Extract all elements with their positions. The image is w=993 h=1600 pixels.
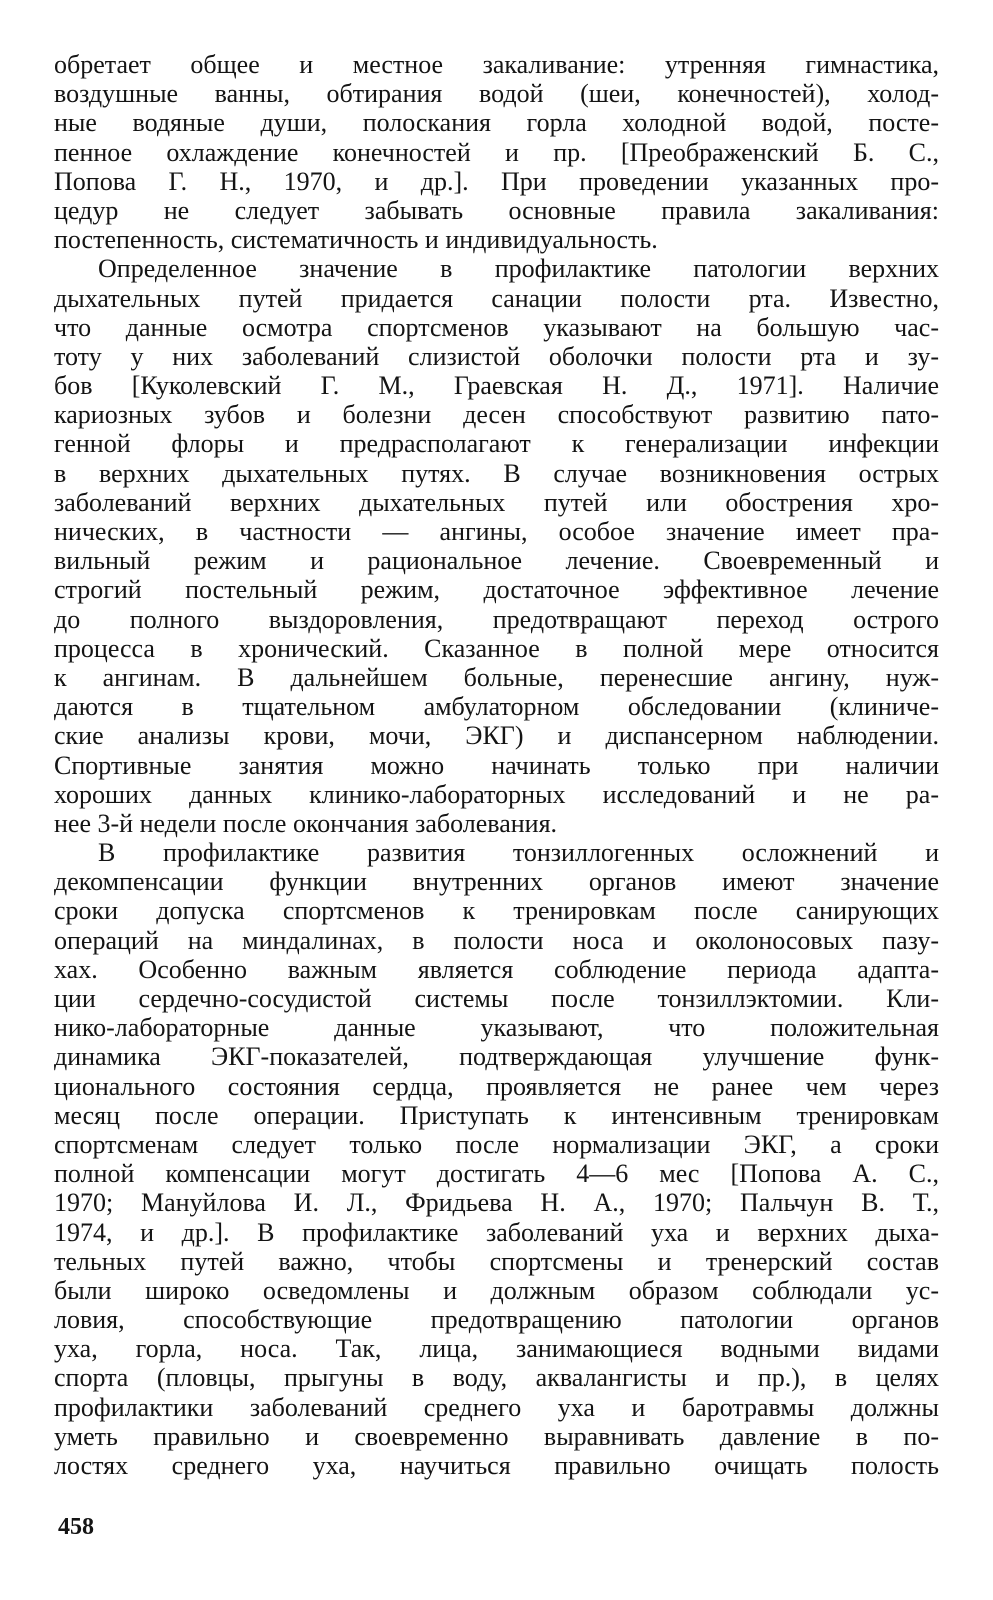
text-line: в верхних дыхательных путях. В случае возникновения острых [54,458,939,488]
text-line: вильный режим и рациональное лечение. Своевременный и [54,546,939,576]
text-line: ные водяные души, полоскания горла холодной водой, посте- [54,108,939,138]
text-line: были широко осведомлены и должным образом соблюдали ус- [54,1275,939,1305]
text-line: что данные осмотра спортсменов указывают на большую час- [54,312,939,342]
text-line: тельных путей важно, чтобы спортсмены и тренерский состав [54,1246,939,1276]
text-line: дыхательных путей придается санации полости рта. Известно, [54,283,939,313]
text-line: полной компенсации могут достигать 4—6 мес [Попова А. С., [54,1159,939,1189]
text-line: ционального состояния сердца, проявляется не ранее чем через [54,1071,939,1101]
text-line: спортсменам следует только после нормализации ЭКГ, а сроки [54,1129,939,1159]
page-number: 458 [58,1514,94,1540]
text-line: нических, в частности — ангины, особое значение имеет пра- [54,517,939,546]
text-line: хороших данных клинико-лабораторных исследований и не ра- [54,779,939,809]
text-line: процесса в хронический. Сказанное в полной мере относится [54,633,939,663]
text-line: профилактики заболеваний среднего уха и баротравмы должны [54,1392,939,1422]
text-line: Попова Г. Н., 1970, и др.]. При проведении указанных про- [54,166,939,196]
paragraph [54,50,939,254]
text-line: нее 3-й недели после окончания заболевания. [54,808,558,838]
text-line: сроки допуска спортсменов к тренировкам после санирующих [54,896,939,926]
text-line: кариозных зубов и болезни десен способствуют развитию пато- [54,400,939,430]
text-line: бов [Куколевский Г. М., Граевская Н. Д., 1971]. Наличие [54,371,939,401]
text-line: заболеваний верхних дыхательных путей или обострения хро- [54,487,939,517]
text-line: постепенность, систематичность и индивидуальность. [54,225,658,255]
text-line: обретает общее и местное закаливание: утренняя гимнастика, [54,50,939,79]
text-line: 1974, и др.]. В профилактике заболеваний уха и верхних дыха- [54,1217,939,1247]
paragraph [54,838,939,1480]
text-line: тоту у них заболеваний слизистой оболочки полости рта и зу- [54,341,939,371]
text-line: лостях среднего уха, научиться правильно очищать полость [54,1451,939,1480]
text-line: месяц после операции. Приступать к интенсивным тренировкам [54,1100,939,1130]
text-line: строгий постельный режим, достаточное эффективное лечение [54,575,939,605]
paragraph [54,254,939,838]
text-line: ловия, способствующие предотвращению патологии органов [54,1305,939,1335]
text-line: операций на миндалинах, в полости носа и околоносовых пазу- [54,925,939,955]
text-line: цедур не следует забывать основные правила закаливания: [54,195,939,225]
text-line: ции сердечно-сосудистой системы после тонзиллэктомии. Кли- [54,984,939,1013]
text-line: до полного выздоровления, предотвращают переход острого [54,604,939,634]
text-line: нико-лабораторные данные указывают, что положительная [54,1013,939,1043]
text-line: Спортивные занятия можно начинать только при наличии [54,750,939,780]
text-line: ские анализы крови, мочи, ЭКГ) и диспансерном наблюдении. [54,721,939,751]
text-line: спорта (пловцы, прыгуны в воду, аквалангисты и пр.), в целях [54,1363,939,1393]
text-line: декомпенсации функции внутренних органов имеют значение [54,867,939,897]
text-line: хах. Особенно важным является соблюдение периода адапта- [54,954,939,984]
text-line: воздушные ванны, обтирания водой (шеи, конечностей), холод- [54,79,939,109]
text-line: уметь правильно и своевременно выравнивать давление в по- [54,1421,939,1451]
text-line: пенное охлаждение конечностей и пр. [Преображенский Б. С., [54,137,939,167]
text-line: даются в тщательном амбулаторном обследовании (клиниче- [54,692,939,722]
text-line: В профилактике развития тонзиллогенных осложнений и [98,838,939,868]
page-body [54,50,939,1480]
text-line: Определенное значение в профилактике патологии верхних [98,254,939,284]
text-line: уха, горла, носа. Так, лица, занимающиеся водными видами [54,1334,939,1364]
text-line: генной флоры и предрасполагают к генерализации инфекции [54,429,939,459]
text-line: 1970; Мануйлова И. Л., Фридьева Н. А., 1970; Пальчун В. Т., [54,1188,939,1218]
text-line: динамика ЭКГ-показателей, подтверждающая улучшение функ- [54,1042,939,1072]
text-line: к ангинам. В дальнейшем больные, перенесшие ангину, нуж- [54,662,939,692]
